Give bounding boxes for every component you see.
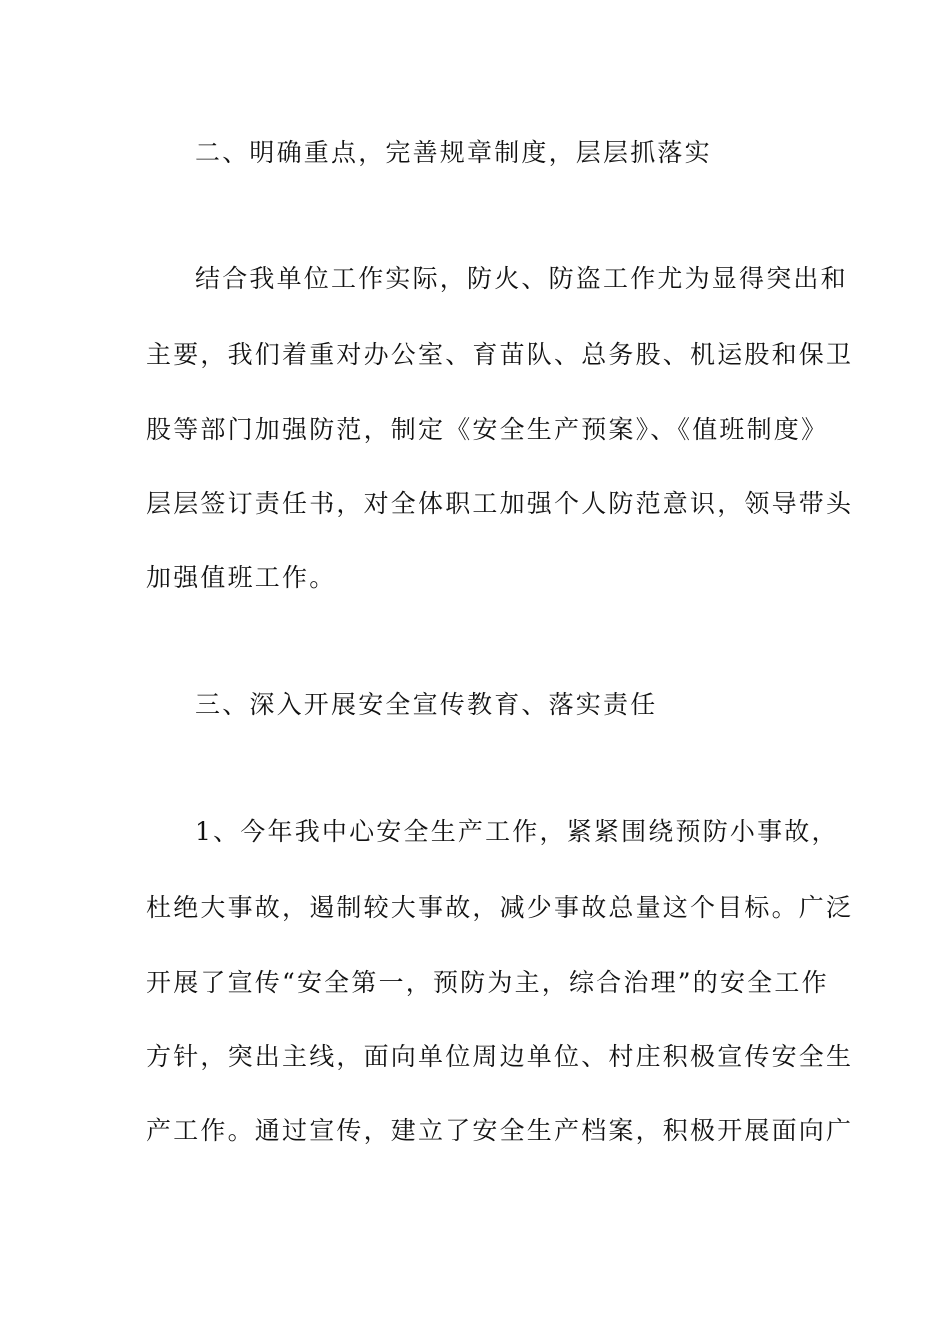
- paragraph-line: 产工作。通过宣传，建立了安全生产档案，积极开展面向广: [146, 1116, 854, 1145]
- paragraph-line: 结合我单位工作实际，防火、防盗工作尤为显得突出和: [195, 264, 848, 293]
- paragraph-line: 方针，突出主线，面向单位周边单位、村庄积极宣传安全生: [146, 1042, 854, 1071]
- paragraph-line: 层层签订责任书，对全体职工加强个人防范意识，领导带头: [146, 489, 854, 518]
- paragraph-line: 股等部门加强防范，制定《安全生产预案》、《值班制度》: [146, 415, 829, 444]
- paragraph-line: 开展了宣传“安全第一，预防为主，综合治理”的安全工作: [146, 968, 829, 997]
- paragraph-line: 加强值班工作。: [146, 563, 337, 592]
- section-heading-3: 三、深入开展安全宣传教育、落实责任: [195, 690, 658, 719]
- paragraph-line: 主要，我们着重对办公室、育苗队、总务股、机运股和保卫: [146, 340, 854, 369]
- section-heading-2: 二、明确重点，完善规章制度，层层抓落实: [195, 138, 712, 167]
- paragraph-line: 1、今年我中心安全生产工作，紧紧围绕预防小事故，: [195, 817, 839, 846]
- paragraph-line: 杜绝大事故，遏制较大事故，减少事故总量这个目标。广泛: [146, 893, 854, 922]
